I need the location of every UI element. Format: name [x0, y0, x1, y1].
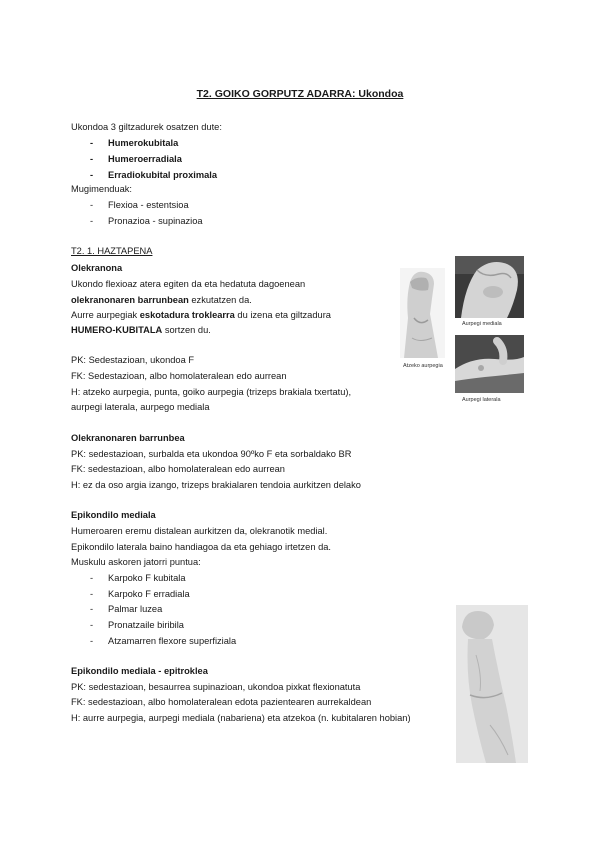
intro-line: Ukondoa 3 giltzadurek osatzen dute: — [71, 122, 222, 132]
section-heading: T2. 1. HAZTAPENA — [71, 246, 153, 256]
h-line: aurpegi laterala, aurpego mediala — [71, 402, 210, 412]
paragraph-line: HUMERO-KUBITALA sortzen du. — [71, 325, 211, 335]
h-line: H: ez da oso argia izango, trizeps brakialaren tendoia aurkitzen delako — [71, 480, 361, 490]
movements-label: Mugimenduak: — [71, 184, 132, 194]
figure-caption: Aurpegi laterala — [462, 397, 501, 403]
figure-caption: Aurpegi mediala — [462, 321, 502, 327]
list-item: - Pronatzaile biribila — [90, 620, 184, 630]
page-title: T2. GOIKO GORPUTZ ADARRA: Ukondoa — [196, 88, 404, 100]
fk-line: FK: sedestazioan, albo homolateralean edota pazientearen aurrekaldean — [71, 697, 372, 707]
epikondilo-heading: Epikondilo mediala — [71, 510, 156, 520]
paragraph-line: Epikondilo laterala baino handiagoa da eta gehiago irtetzen da. — [71, 542, 331, 552]
list-item: - Pronazioa - supinazioa — [90, 216, 203, 226]
list-item: - Atzamarren flexore superfiziala — [90, 636, 237, 646]
list-item: - Humeroerradiala — [90, 154, 182, 164]
list-item: - Palmar luzea — [90, 604, 163, 614]
list-item: - Humerokubitala — [90, 138, 179, 148]
barrunbea-heading: Olekranonaren barrunbea — [71, 433, 185, 443]
pk-line: PK: sedestazioan, besaurrea supinazioan, ukondoa pixkat flexionatuta — [71, 682, 361, 692]
elbow-posterior-photo — [400, 268, 445, 358]
pk-line: PK: Sedestazioan, ukondoa F — [71, 355, 195, 365]
elbow-lateral-photo — [455, 335, 524, 393]
fk-line: FK: Sedestazioan, albo homolateralean edo aurrean — [71, 371, 287, 381]
paragraph-line: Aurre aurpegiak eskotadura troklearra du izena eta giltzadura — [71, 310, 331, 320]
h-line: H: atzeko aurpegia, punta, goiko aurpegia (trizeps brakiala txertatu), — [71, 387, 352, 397]
figure-caption: Atzeko aurpegia — [403, 363, 443, 369]
epitrochlea-photo — [456, 605, 528, 763]
list-item: - Karpoko F kubitala — [90, 573, 186, 583]
paragraph-line: olekranonaren barrunbean ezkutatzen da. — [71, 295, 252, 305]
epitroklea-heading: Epikondilo mediala - epitroklea — [71, 666, 208, 676]
list-item: - Erradiokubital proximala — [90, 170, 218, 180]
paragraph-line: Muskulu askoren jatorri puntua: — [71, 557, 201, 567]
list-item: - Karpoko F erradiala — [90, 589, 190, 599]
olekranona-heading: Olekranona — [71, 263, 123, 273]
h-line: H: aurre aurpegia, aurpegi mediala (nabariena) eta atzekoa (n. kubitalaren hobian) — [71, 713, 411, 723]
paragraph-line: Ukondo flexioaz atera egiten da eta hedatuta dagoenean — [71, 279, 306, 289]
list-item: - Flexioa - estentsioa — [90, 200, 189, 210]
pk-line: PK: sedestazioan, surbalda eta ukondoa 90ºko F eta sorbaldako BR — [71, 449, 352, 459]
paragraph-line: Humeroaren eremu distalean aurkitzen da, olekranotik medial. — [71, 526, 328, 536]
fk-line: FK: sedestazioan, albo homolateralean edo aurrean — [71, 464, 285, 474]
elbow-medial-photo — [455, 256, 524, 318]
